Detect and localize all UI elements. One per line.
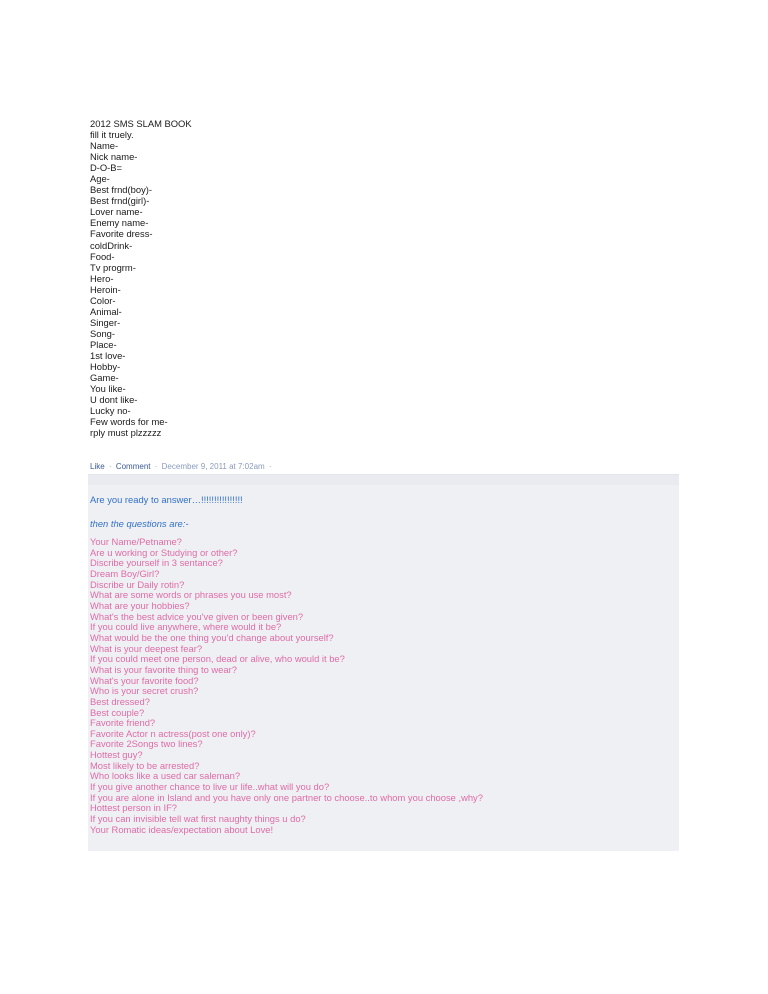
question-item: Dream Boy/Girl? [90, 567, 160, 579]
panel-top-strip [88, 475, 679, 485]
question-item: Favorite Actor n actress(post one only)? [90, 727, 256, 739]
slam-book-line: Song- [90, 327, 116, 339]
slam-book-line: Name- [90, 140, 119, 152]
question-item: Discribe yourself in 3 sentance? [90, 557, 223, 569]
slam-book-line: Hobby- [90, 361, 121, 373]
slam-book-line: Lover name- [90, 206, 143, 218]
question-item: If you give another chance to live ur life..what will you do? [90, 781, 330, 793]
slam-book-line: Tv progrm- [90, 261, 136, 273]
slam-book-line: D-O-B= [90, 162, 123, 174]
slam-book-line: Place- [90, 338, 117, 350]
question-item: What would be the one thing you'd change about yourself? [90, 631, 334, 643]
slam-book-line: Best frnd(boy)- [90, 184, 152, 196]
slam-book-line: Best frnd(girl)- [90, 195, 150, 207]
question-item: What is your deepest fear? [90, 642, 203, 654]
slam-book-line: Singer- [90, 316, 121, 328]
question-item: Hottest person in IF? [90, 802, 178, 814]
meta-separator: · [154, 462, 158, 471]
slam-book-line: Color- [90, 294, 116, 306]
question-item: Best couple? [90, 706, 145, 718]
slam-book-title: 2012 SMS SLAM BOOK [90, 118, 192, 129]
questions-list [90, 537, 483, 835]
slam-book-line: Enemy name- [90, 217, 149, 229]
question-item: What are some words or phrases you use most? [90, 589, 292, 601]
meta-separator: · [268, 462, 272, 471]
slam-book-line: 1st love- [90, 349, 126, 361]
post-meta-bar [90, 462, 274, 471]
slam-book-line: U dont like- [90, 394, 138, 406]
slam-book-line: Heroin- [90, 283, 121, 295]
questions-heading: then the questions are:- [90, 518, 189, 529]
meta-separator: · [108, 462, 112, 471]
slam-book-line: Lucky no- [90, 405, 131, 417]
slam-book-line: coldDrink- [90, 239, 133, 251]
slam-book-line: rply must plzzzzz [90, 427, 162, 439]
slam-book-line: Age- [90, 173, 110, 185]
question-item: Hottest guy? [90, 749, 143, 761]
slam-book-line: Few words for me- [90, 416, 168, 428]
like-link[interactable]: Like [90, 462, 105, 471]
question-item: Favorite 2Songs two lines? [90, 738, 203, 750]
slam-book-line: Animal- [90, 305, 122, 317]
slam-book-line: Favorite dress- [90, 228, 153, 240]
question-item: Most likely to be arrested? [90, 759, 200, 771]
question-item: Who looks like a used car saleman? [90, 770, 241, 782]
question-item: Your Name/Petname? [90, 536, 182, 547]
question-item: If you could meet one person, dead or alive, who would it be? [90, 653, 345, 665]
slam-book-form [90, 118, 192, 438]
question-item: Are u working or Studying or other? [90, 546, 238, 558]
question-item: What's the best advice you've given or been given? [90, 610, 304, 622]
slam-book-line: Nick name- [90, 151, 138, 163]
question-item: If you can invisible tell wat first naughty things u do? [90, 813, 306, 825]
question-item: Discribe ur Daily rotin? [90, 578, 185, 590]
question-item: What is your favorite thing to wear? [90, 663, 237, 675]
comment-panel [88, 474, 679, 851]
question-item: Your Romatic ideas/expectation about Love! [90, 823, 274, 835]
slam-book-line: fill it truely. [90, 129, 134, 141]
slam-book-line: Food- [90, 250, 115, 262]
post-timestamp[interactable]: December 9, 2011 at 7:02am [161, 462, 265, 471]
question-item: What's your favorite food? [90, 674, 199, 686]
slam-book-line: Hero- [90, 272, 114, 284]
comment-intro: Are you ready to answer…!!!!!!!!!!!!!!!! [90, 494, 243, 505]
question-item: What are your hobbies? [90, 599, 190, 611]
question-item: Best dressed? [90, 695, 150, 707]
question-item: If you are alone in Island and you have only one partner to choose..to whom you choose ,why? [90, 791, 483, 803]
question-item: If you could live anywhere, where would it be? [90, 621, 282, 633]
question-item: Favorite friend? [90, 717, 156, 729]
comment-link[interactable]: Comment [115, 462, 151, 471]
slam-book-line: You like- [90, 383, 126, 395]
slam-book-line: Game- [90, 372, 119, 384]
question-item: Who is your secret crush? [90, 685, 199, 697]
